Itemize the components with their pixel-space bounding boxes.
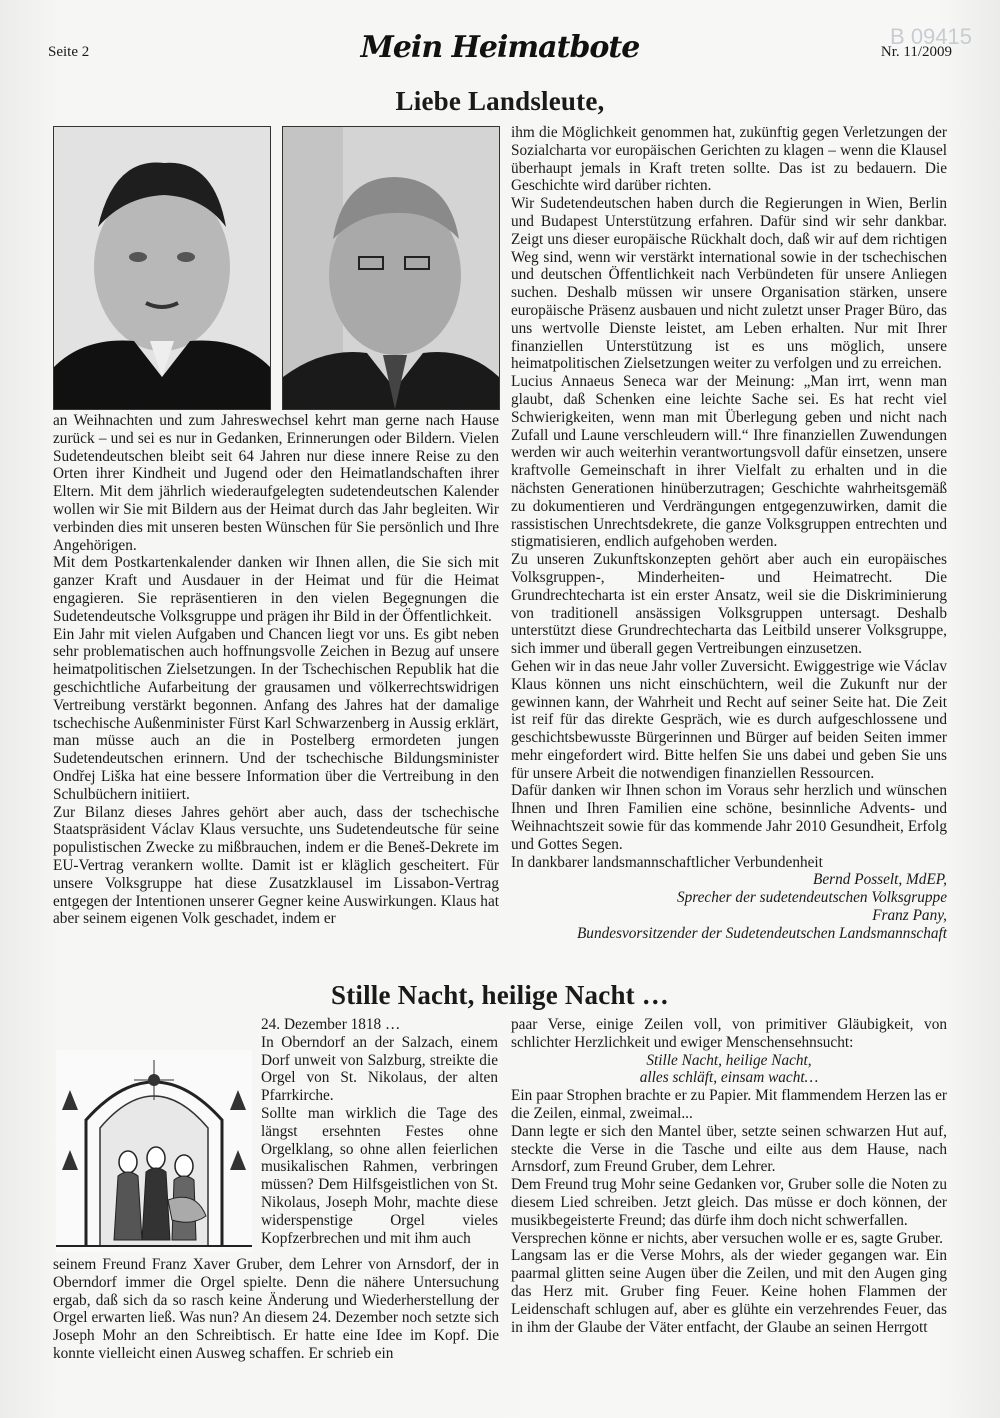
paragraph: Sollte man wirklich die Tage des längst ersehnten Festes ohne Orgelklang, so ohne allen feierlichen musikalischen Rahmen, verbringen müssen? Dem Hilfsgeistlichen von St. Nikolaus, Joseph Mohr, machte diese widerspenstige Orgel vieles Kopfzerbrechen und mit ihm auch (261, 1104, 498, 1247)
signature-name: Franz Pany, (872, 907, 947, 925)
paragraph: Gehen wir in das neue Jahr voller Zuversicht. Ewiggestrige wie Václav Klaus können uns nicht einschüchtern, weil die Zukunft nur der gewinnen kann, der Wahrheit und Recht auf seiner Seite hat. Die Zeit ist reif für das direkte Gespräch, wie es durch aufgeschlossene und geschichtsbewusste Bürgerinnen und Bürger auf beiden Seiten immer mehr eingefordert wird. Bitte helfen Sie uns dabei und geben Sie uns für unsere Arbeit die notwendigen finanziellen Ressourcen. (511, 657, 947, 782)
paragraph: Lucius Annaeus Seneca war der Meinung: „Man irrt, wenn man glaubt, daß Schenken eine leichte Sache sei. Es hat recht viel Schwierigkeiten, wenn man mit Überlegung geben und nicht nach Zufall und Laune verschleudern will.“ Ihre finanziellen Zuwendungen werden wir auch weiterhin verantwortungsvoll dafür einsetzen, unsere kraftvolle Gemeinschaft in ihrer Vielfalt zu erhalten und in die nächsten Generationen hinüberzutragen; Geschichte wahrheitsgemäß zu dokumentieren und Verdrängungen entgegenzuwirken, damit die rassistischen Unrechtsdekrete, die ganze Volksgruppen entrechten und stigmatisieren, endlich aufgehoben werden. (511, 373, 947, 551)
nativity-drawing (56, 1050, 252, 1252)
watermark-code: B 09415 (890, 24, 972, 49)
paragraph: In Oberndorf an der Salzach, einem Dorf unweit von Salzburg, streikte die Orgel von St. Nikolaus, der alten Pfarrkirche. (261, 1033, 498, 1105)
signature-role: Bundesvorsitzender der Sudetendeutschen Landsmannschaft (576, 924, 947, 942)
paragraph: Dafür danken wir Ihnen schon im Voraus sehr herzlich und wünschen Ihnen und Ihren Familien eine schöne, besinnliche Advents- und Weihnachtszeit sowie für das kommende Jahr 2010 Gesundheit, Erfolg und Gottes Segen. (511, 782, 947, 853)
page-number: Seite 2 (48, 44, 90, 60)
paragraph: 24. Dezember 1818 … (261, 1016, 401, 1033)
poem-line: Stille Nacht, heilige Nacht, (646, 1051, 812, 1069)
article1-right-column (511, 124, 947, 943)
signature-role: Sprecher der sudetendeutschen Volksgruppe (676, 889, 947, 907)
paragraph: Ein Jahr mit vielen Aufgaben und Chancen liegt vor uns. Es gibt neben sehr problematischen auch hoffnungsvolle Zeichen in Bezug auf unsere heimatpolitischen Zielsetzungen. In der Tschechischen Republik hat die geschichtliche Aufarbeitung der grausamen und völkerrechtswidrigen Vertreibung verstärkt begonnen. Anfang des Jahres hat der damalige tschechische Außenminister Fürst Karl Schwarzenberg in Aussig erklärt, man müsse auch an die in Postelberg ermordeten jungen Sudetendeutschen erinnern. Und der tschechische Bildungsminister Ondřej Liška hat eine bessere Information über die Vertreibung in den Schulbüchern initiiert. (53, 625, 499, 803)
issue-number: Nr. 11/2009 (880, 44, 952, 60)
article2-left-top-column (261, 1016, 498, 1247)
article1-left-column (53, 412, 499, 928)
article-title-liebe-landsleute: Liebe Landsleute, (395, 86, 605, 116)
article-title-stille-nacht: Stille Nacht, heilige Nacht … (330, 980, 669, 1010)
paragraph: Wir Sudetendeutschen haben durch die Regierungen in Wien, Berlin und Budapest Unterstützung erfahren. Dafür sind wir sehr dankbar. Zeigt uns dieser europäische Rückhalt doch, daß wir auf dem richtigen Weg sind, wenn wir verstärkt international sowie in der tschechischen und deutschen Öffentlichkeit nach Verbündeten für unsere Anliegen suchen. Deshalb müssen wir unsere Organisation stärken, unsere europäische Präsenz ausbauen und nicht zuletzt unser Prager Büro, das uns wertvolle Dienste leistet, am Leben erhalten. Nur mit Ihrer finanziellen Unterstützung ist es uns möglich, unsere heimatpolitischen Zielsetzungen weiter zu verfolgen und zu erreichen. (511, 195, 947, 373)
paragraph: Ein paar Strophen brachte er zu Papier. Mit flammendem Herzen las er die Zeilen, einmal, zweimal... (511, 1087, 947, 1122)
signature-name: Bernd Posselt, MdEP, (813, 871, 947, 889)
article2-left-bottom-column (53, 1256, 499, 1363)
paragraph: Langsam las er die Verse Mohrs, als der wieder gegangen war. Ein paarmal glitten seine Augen über die Zeilen, und mit den Augen ging das Herz mit. Gruber fing Feuer. Keine hohen Flammen der Leidenschaft schlugen auf, aber es glühte ein verzehrendes Feuer, das in ihm der Glaube der Väter entfacht, der Glaube an seinen Herrgott (511, 1247, 947, 1336)
masthead-logo: Mein Heimatbote (360, 30, 640, 65)
paragraph: Dann legte er sich den Mantel über, setzte seinen schwarzen Hut auf, steckte die Verse in die Tasche und eilte aus dem Hause, nach Arnsdorf, zum Freund Gruber, dem Lehrer. (511, 1122, 947, 1176)
paragraph: Zu unseren Zukunftskonzepten gehört aber auch ein europäisches Volksgruppen-, Minderheiten- und Heimatrecht. Die Grundrechtecharta ist ein erster Ansatz, weil sie die Diskriminierung von traditionell ansässigen Volksgruppen untersagt. Deshalb unterstützt diese Grundrechtecharta das Leitbild unserer Volksgruppe, sich immer und überall gegen Vertreibungen einzusetzen. (511, 551, 947, 658)
poem-line: alles schläft, einsam wacht… (639, 1069, 819, 1087)
paragraph: Dem Freund trug Mohr seine Gedanken vor, Gruber solle die Noten zu diesem Lied schreiben. Jetzt gleich. Das müsse er doch können, der musikbegeisterte Freund; das dürfe ihm doch nicht schwerfallen. (511, 1176, 947, 1229)
paragraph: Mit dem Postkartenkalender danken wir Ihnen allen, die Sie sich mit ganzer Kraft und Ausdauer in der Heimat und für die Heimat engagieren. Sie repräsentieren in den vielen Begegnungen die Sudetendeutsche Volksgruppe und prägen ihr Bild in der Öffentlichkeit. (53, 554, 499, 625)
portrait-right-image (283, 127, 499, 409)
article2-right-column (511, 1016, 947, 1336)
paragraph: In dankbarer landsmannschaftlicher Verbundenheit (511, 853, 823, 871)
paragraph: ihm die Möglichkeit genommen hat, zukünftig gegen Verletzungen der Sozialcharta vor europäischen Gerichten zu klagen – wenn die Klausel überhaupt jemals in Kraft treten sollte. Das ist zu bedauern. Die Geschichte wird darüber richten. (511, 124, 947, 195)
paragraph: Zur Bilanz dieses Jahres gehört aber auch, dass der tschechische Staatspräsident Václav Klaus versuchte, uns Sudetendeutsche für seine populistischen Zwecke zu mißbrauchen, indem er die Beneš-Dekrete im EU-Vertrag verankern wollte. Damit ist er kläglich gescheitert. Für unsere Volksgruppe hat diese Zusatzklausel im Lissabon-Vertrag entgegen der Intentionen unserer Gegner keine Auswirkungen. Klaus hat aber seinem eigenen Volk geschadet, indem er (53, 803, 499, 928)
portrait-left-image (54, 127, 270, 409)
paragraph: an Weihnachten und zum Jahreswechsel kehrt man gerne nach Hause zurück – und sei es nur in Gedanken, Erinnerungen oder Bildern. Vielen Sudetendeutschen bleibt seit 64 Jahren nur diese innere Reise zu den Orten ihrer Kindheit und Jugend oder den Heimatlandschaften ihrer Eltern. Mit dem jährlich wiederaufgelegten sudetendeutschen Kalender wollen wir Sie mit Bildern aus der Heimat durch das Jahr begleiten. Wir verbinden dies mit unseren besten Wünschen für Sie persönlich und Ihre Angehörigen. (53, 412, 499, 554)
portrait-photo-left (53, 126, 271, 410)
page-header (48, 24, 972, 66)
paragraph: paar Verse, einige Zeilen voll, von primitiver Gläubigkeit, von schlichter Herzlichkeit und ewiger Menschensehnsucht: (511, 1016, 947, 1051)
christmas-illustration (56, 1050, 252, 1252)
portrait-photo-right (282, 126, 500, 410)
paragraph: seinem Freund Franz Xaver Gruber, dem Lehrer von Arnsdorf, der in Oberndorf immer die Orgel spielte. Denn die nähere Untersuchung ergab, daß sich da so rasch keine Änderung und Wiederherstellung der Orgel erwarten ließ. Was nun? An diesem 24. Dezember noch setzte sich Joseph Mohr an den Schreibtisch. Er hatte eine Idee im Kopf. Die konnte vielleicht einen Ausweg schaffen. Er schrieb ein (53, 1256, 499, 1362)
paragraph: Versprechen könne er nichts, aber versuchen wolle er es, sagte Gruber. (511, 1229, 943, 1247)
